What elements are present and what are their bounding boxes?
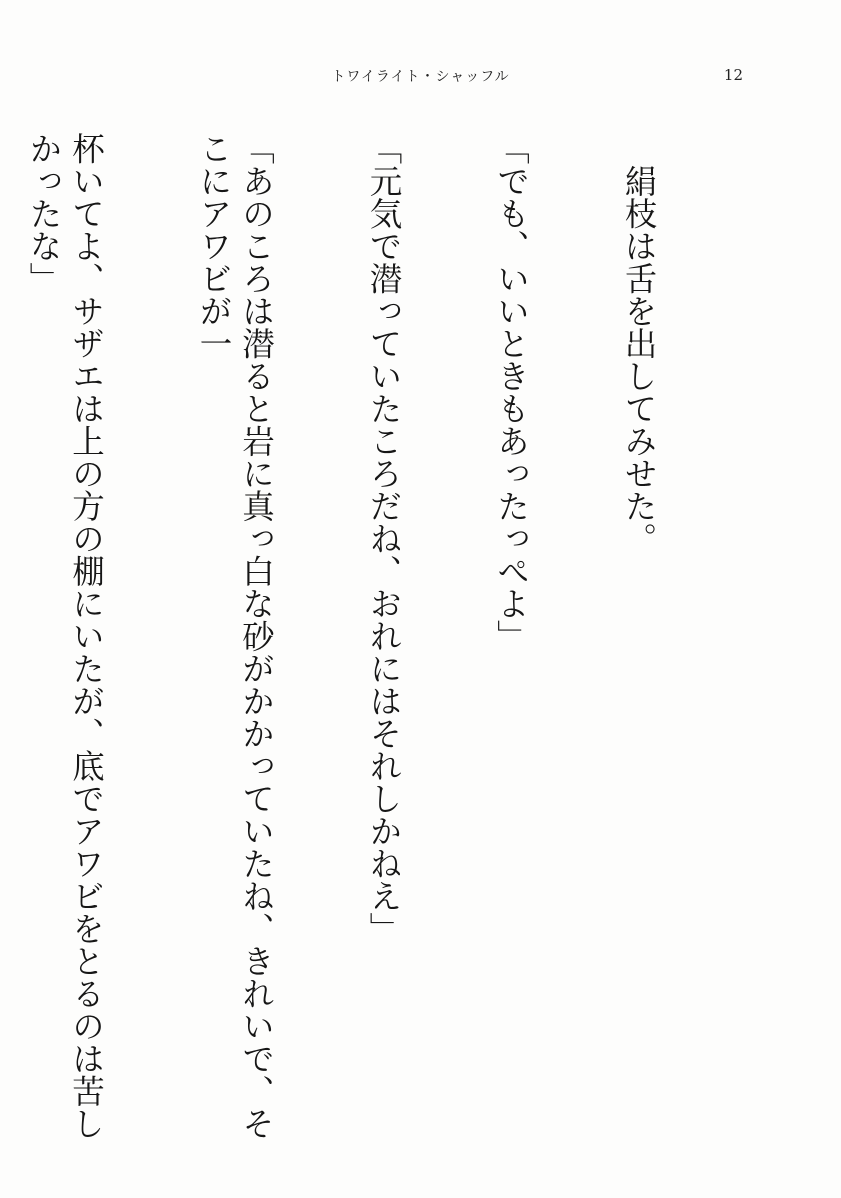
text-line: 絹枝は舌を出してみせた。 (620, 132, 658, 555)
text-line: 杯いてよ、サザエは上の方の棚にいたが、底でアワビをとるのは苦しかったな」 (25, 132, 106, 1140)
text-line: 「あのころは潜ると岩に真っ白な砂がかかっていたね、きれいで、そこにアワビが一 (195, 132, 276, 1140)
text-line: 「元気で潜っていたころだね、おれにはそれしかねえ」 (365, 132, 403, 945)
page-number: 12 (723, 66, 743, 84)
vertical-body-text (0, 132, 745, 1140)
running-header-title: トワイライト・シャッフル (331, 69, 510, 85)
text-line: 「でも、いいときもあったっぺよ」 (492, 132, 531, 652)
